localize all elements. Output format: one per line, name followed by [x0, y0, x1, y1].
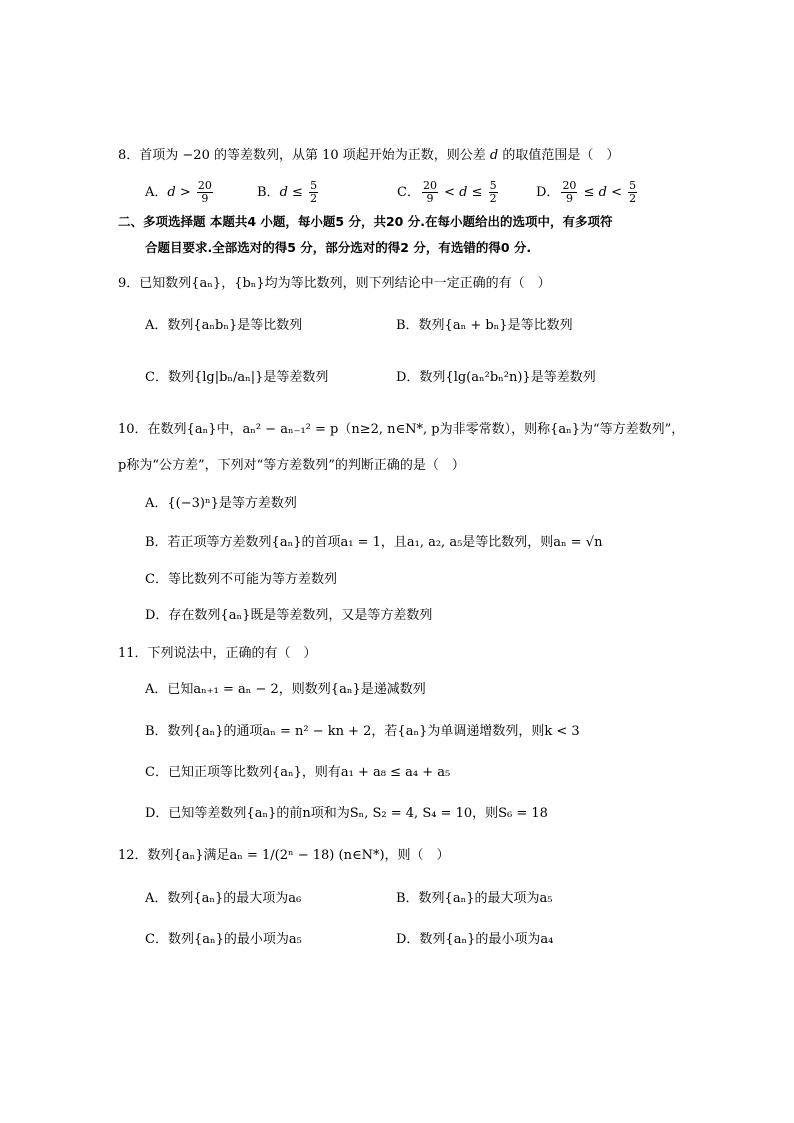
question-8-option-a: A．d > $\frac{20}{9}$	[145, 179, 212, 205]
question-12-stem: 12．数列{aₙ}满足aₙ = 1/(2ⁿ − 18) (n∈N*)，则（ ）	[118, 848, 450, 863]
question-9-option-b: B．数列{aₙ + bₙ}是等比数列	[396, 318, 573, 333]
question-10-stem-line-2: p称为“公方差”，下列对“等方差数列”的判断正确的是（ ）	[118, 458, 465, 473]
question-11-stem: 11．下列说法中，正确的有（ ）	[118, 646, 317, 661]
question-8-stem: 8．首项为 −20 的等差数列，从第 10 项起开始为正数，则公差 d 的取值范围是（ ）	[118, 148, 620, 163]
question-10-option-c: C．等比数列不可能为等方差数列	[145, 572, 337, 587]
question-12-option-a: A．数列{aₙ}的最大项为a₆	[145, 891, 302, 906]
question-12-option-b: B．数列{aₙ}的最大项为a₅	[396, 891, 553, 906]
question-10-option-d: D．存在数列{aₙ}既是等差数列，又是等方差数列	[145, 608, 433, 623]
question-9-option-a: A．数列{aₙbₙ}是等比数列	[145, 318, 303, 333]
question-12-option-c: C．数列{aₙ}的最小项为a₅	[145, 932, 302, 947]
question-8-option-b: B．d ≤ $\frac{5}{2}$	[257, 179, 318, 205]
question-8-option-d: D． $\frac{20}{9}$ ≤ d < $\frac{5}{2}$	[536, 179, 637, 205]
question-10-option-b: B．若正项等方差数列{aₙ}的首项a₁ = 1，且a₁, a₂, a₅是等比数列，则aₙ = √n	[145, 535, 603, 550]
section-2-heading-line-1: 二、多项选择题 本题共4 小题，每小题5 分，共20 分.在每小题给出的选项中，有多项符	[118, 214, 613, 229]
question-11-option-d: D．已知等差数列{aₙ}的前n项和为Sₙ, S₂ = 4, S₄ = 10，则S₆ = 18	[145, 806, 548, 821]
section-2-heading-line-2: 合题目要求.全部选对的得5 分，部分选对的得2 分，有选错的得0 分.	[145, 240, 532, 255]
question-8-option-c: C． $\frac{20}{9}$ < d ≤ $\frac{5}{2}$	[397, 179, 497, 205]
question-12-option-d: D．数列{aₙ}的最小项为a₄	[396, 932, 554, 947]
question-10-stem-line-1: 10．在数列{aₙ}中，aₙ² − aₙ₋₁² = p（n≥2, n∈N*, p为非零常数），则称{aₙ}为“等方差数列”，	[118, 422, 685, 437]
question-11-option-c: C．已知正项等比数列{aₙ}，则有a₁ + a₈ ≤ a₄ + a₅	[145, 765, 451, 780]
question-10-option-a: A．{(−3)ⁿ}是等方差数列	[145, 496, 297, 511]
question-9-stem: 9．已知数列{aₙ}，{bₙ}均为等比数列，则下列结论中一定正确的有（ ）	[118, 276, 551, 291]
question-9-option-c: C．数列{lg|bₙ/aₙ|}是等差数列	[145, 370, 329, 385]
question-11-option-b: B．数列{aₙ}的通项aₙ = n² − kn + 2，若{aₙ}为单调递增数列，则k < 3	[145, 724, 580, 739]
question-9-option-d: D．数列{lg(aₙ²bₙ²n)}是等差数列	[396, 370, 596, 385]
question-11-option-a: A．已知aₙ₊₁ = aₙ − 2，则数列{aₙ}是递减数列	[145, 682, 426, 697]
